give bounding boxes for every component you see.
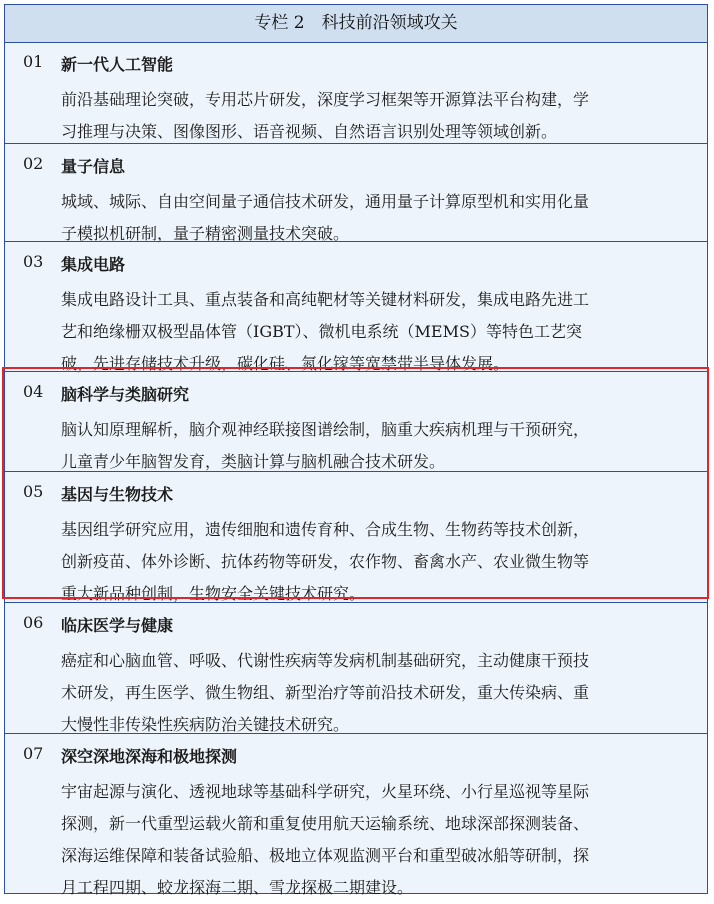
body-line: 破，先进存储技术升级，碳化硅、氮化镓等宽禁带半导体发展。	[61, 354, 510, 373]
section-body	[61, 284, 695, 380]
section-body	[61, 776, 695, 904]
body-line: 癌症和心脑血管、呼吸、代谢性疾病等发病机制基础研究，主动健康干预技	[61, 651, 590, 670]
section-title: 新一代人工智能	[61, 55, 174, 74]
body-line: 集成电路设计工具、重点装备和高纯靶材等关键材料研发，集成电路先进工	[61, 290, 590, 309]
body-line: 子模拟机研制，量子精密测量技术突破。	[61, 224, 350, 243]
section-number: 05	[23, 482, 44, 501]
section-number: 06	[23, 613, 44, 632]
section-number: 07	[23, 744, 44, 763]
body-line: 宇宙起源与演化、透视地球等基础科学研究，火星环绕、小行星巡视等星际	[61, 782, 590, 801]
section-02	[5, 143, 707, 241]
body-line: 深海运维保障和装备试验船、极地立体观监测平台和重型破冰船等研制，探	[61, 846, 590, 865]
section-04	[5, 371, 707, 471]
body-line: 前沿基础理论突破，专用芯片研发，深度学习框架等开源算法平台构建，学	[61, 90, 590, 109]
body-line: 儿童青少年脑智发育，类脑计算与脑机融合技术研发。	[61, 452, 446, 471]
section-title: 深空深地深海和极地探测	[61, 747, 238, 766]
special-column-box	[4, 4, 708, 897]
section-number: 01	[23, 52, 44, 71]
body-line: 大慢性非传染性疾病防治关键技术研究。	[61, 715, 350, 734]
body-line: 创新疫苗、体外诊断、抗体药物等研发，农作物、畜禽水产、农业微生物等	[61, 552, 590, 571]
section-05	[5, 471, 707, 602]
section-number: 02	[23, 154, 44, 173]
section-number: 04	[23, 382, 44, 401]
section-body	[61, 514, 695, 610]
section-title: 集成电路	[61, 255, 126, 274]
section-title: 临床医学与健康	[61, 616, 174, 635]
section-07	[5, 733, 707, 897]
section-body	[61, 645, 695, 741]
body-line: 重大新品种创制，生物安全关键技术研究。	[61, 584, 366, 603]
body-line: 月工程四期、蛟龙探海二期、雪龙探极二期建设。	[61, 878, 414, 897]
body-line: 习推理与决策、图像图形、语音视频、自然语言识别处理等领域创新。	[61, 122, 558, 141]
column-title: 专栏 2 科技前沿领域攻关	[5, 5, 707, 43]
body-line: 基因组学研究应用，遗传细胞和遗传育种、合成生物、生物药等技术创新，	[61, 520, 590, 539]
section-number: 03	[23, 252, 44, 271]
section-title: 脑科学与类脑研究	[61, 385, 190, 404]
body-line: 术研发，再生医学、微生物组、新型治疗等前沿技术研发，重大传染病、重	[61, 683, 590, 702]
section-01	[5, 42, 707, 143]
section-03	[5, 241, 707, 371]
body-line: 探测，新一代重型运载火箭和重复使用航天运输系统、地球深部探测装备、	[61, 814, 590, 833]
body-line: 艺和绝缘栅双极型晶体管（IGBT）、微机电系统（MEMS）等特色工艺突	[61, 322, 582, 341]
section-body	[61, 84, 695, 148]
section-title: 基因与生物技术	[61, 485, 174, 504]
section-06	[5, 602, 707, 733]
body-line: 城域、城际、自由空间量子通信技术研发，通用量子计算原型机和实用化量	[61, 192, 590, 211]
body-line: 脑认知原理解析，脑介观神经联接图谱绘制，脑重大疾病机理与干预研究，	[61, 420, 590, 439]
section-body	[61, 414, 695, 478]
section-title: 量子信息	[61, 157, 126, 176]
